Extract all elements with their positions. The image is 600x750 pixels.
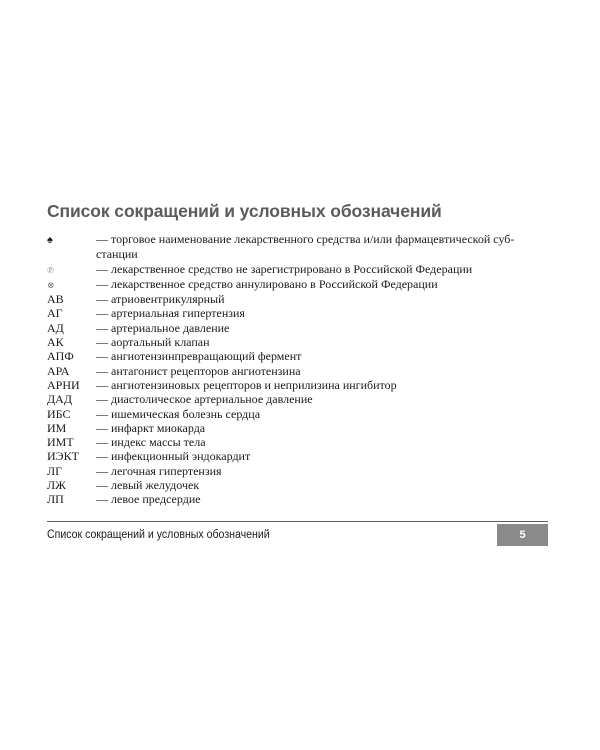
list-item [47,277,557,292]
definition: — ангиотензиновых рецепторов и неприлизина ингибитор [96,377,397,392]
definition: — диастолическое артериальное давление [96,392,313,407]
list-item [47,306,557,320]
definition: — левое предсердие [96,492,201,507]
list-item [47,407,557,421]
abbreviation: ЛП [47,492,64,507]
definition: — легочная гипертензия [96,463,222,478]
list-item [47,349,557,363]
definition: — ангиотензинпревращающий фермент [96,349,302,364]
abbreviation: ДАД [47,392,73,407]
abbreviation: ЛГ [47,463,63,478]
list-item [47,321,557,335]
definition: — лекарственное средство не зарегистрировано в Российской Федерации [96,261,473,276]
abbreviation: АД [47,320,64,335]
abbreviation: ИБС [47,406,71,421]
definition: — инфекционный эндокардит [96,449,251,464]
definition: — аортальный клапан [96,335,210,350]
spade-icon: ♠ [47,234,53,246]
definition: — артериальная гипертензия [96,306,245,321]
list-item [47,335,557,349]
section-heading: Список сокращений и условных обозначений [47,201,442,221]
definition: — индекс массы тела [96,435,206,450]
abbreviation: АК [47,335,64,350]
definition: — инфаркт миокарда [96,420,206,435]
abbreviation: АПФ [47,349,74,364]
abbreviation: АГ [47,306,63,321]
abbreviation: ИМТ [47,435,74,450]
annulled-drug-icon: ⊗ [47,279,55,290]
list-item [47,247,557,261]
abbreviation [47,247,96,261]
abbreviation: АРНИ [47,377,80,392]
definition: — антагонист рецепторов ангиотензина [96,363,301,378]
list-item [47,364,557,378]
running-footer-title: Список сокращений и условных обозначений [47,527,270,541]
list-item [47,492,557,506]
definition: — артериальное давление [96,320,230,335]
abbreviation-list [47,232,557,507]
definition: — ишемическая болезнь сердца [96,406,261,421]
list-item [47,421,557,435]
abbreviation: ИЭКТ [47,449,79,464]
list-item [47,435,557,449]
footer-divider [47,521,548,522]
list-item [47,378,557,392]
list-item [47,464,557,478]
abbreviation: ИМ [47,420,67,435]
definition: — торговое наименование лекарственного средства и/или фармацевтической суб- [96,232,515,246]
list-item [47,449,557,463]
abbreviation: ЛЖ [47,478,66,493]
abbreviation: АВ [47,292,64,307]
list-item [47,478,557,492]
definition: — левый желудочек [96,478,200,493]
abbreviation: АРА [47,363,70,378]
list-item [47,292,557,306]
definition: — атриовентрикулярный [96,292,225,307]
definition: — лекарственное средство аннулировано в Российской Федерации [96,276,438,291]
unregistered-drug-icon: ℗ [47,264,54,275]
page-number-badge: 5 [497,524,548,546]
list-item [47,392,557,406]
list-item [47,262,557,277]
list-item [47,232,557,247]
definition: станции [96,247,138,262]
